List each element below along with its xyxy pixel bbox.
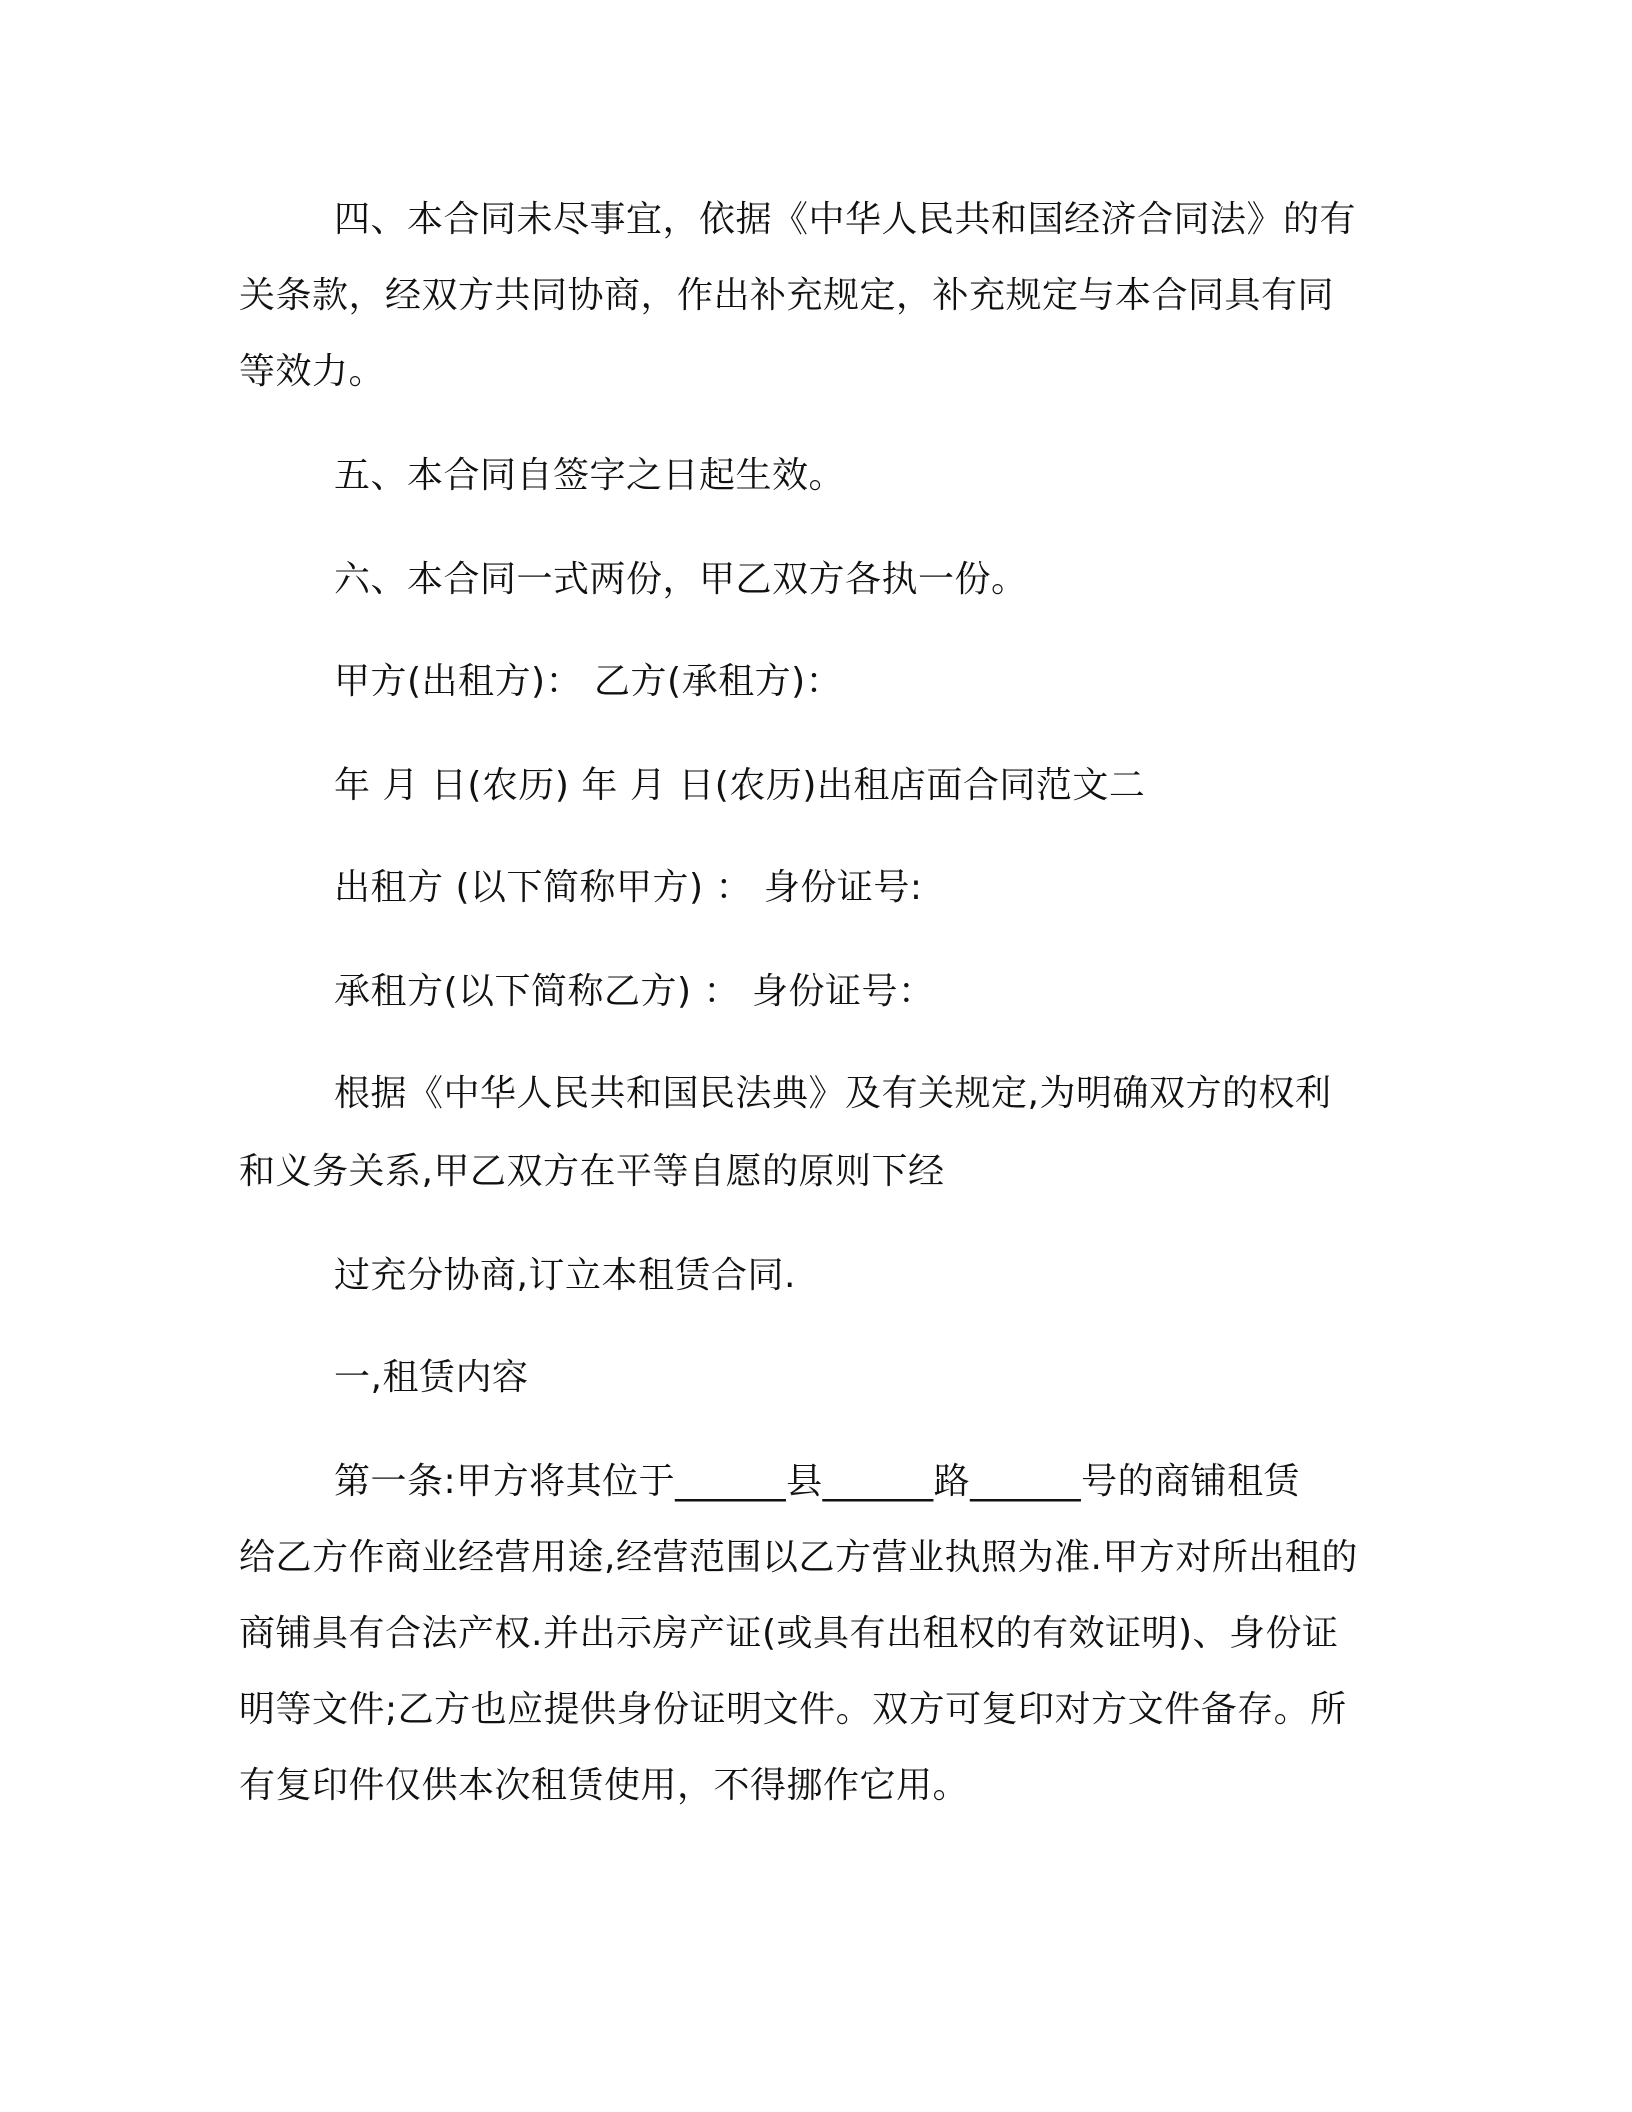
article-1-line-4: 明等文件;乙方也应提供身份证明文件。双方可复印对方文件备存。所 [239, 1689, 1347, 1730]
article-1-line-5: 有复印件仅供本次租赁使用，不得挪作它用。 [239, 1765, 970, 1806]
clause-4-line-2: 关条款，经双方共同协商，作出补充规定，补充规定与本合同具有同 [239, 275, 1335, 316]
preamble-line-1: 根据《中华人民共和国民法典》及有关规定,为明确双方的权利 [334, 1073, 1332, 1114]
section-1-heading: 一,租赁内容 [334, 1357, 529, 1398]
clause-6: 六、本合同一式两份，甲乙双方各执一份。 [334, 559, 1028, 600]
signature-parties: 甲方(出租方)： 乙方(承租方)： [334, 661, 843, 702]
clause-5: 五、本合同自签字之日起生效。 [334, 455, 846, 496]
lessee-info: 承租方(以下简称乙方) ： 身份证号： [334, 971, 935, 1012]
signature-dates: 年 月 日(农历) 年 月 日(农历)出租店面合同范文二 [334, 765, 1146, 806]
preamble-continuation: 过充分协商,订立本租赁合同. [334, 1255, 796, 1296]
lessor-info: 出租方 (以下简称甲方) ： 身份证号: [334, 867, 923, 908]
preamble-line-2: 和义务关系,甲乙双方在平等自愿的原则下经 [239, 1151, 945, 1192]
article-1-line-1: 第一条:甲方将其位于______县______路______号的商铺租赁 [334, 1461, 1301, 1502]
article-1-line-2: 给乙方作商业经营用途,经营范围以乙方营业执照为准.甲方对所出租的 [239, 1537, 1358, 1578]
clause-4-line-3: 等效力。 [239, 351, 386, 392]
article-1-line-3: 商铺具有合法产权.并出示房产证(或具有出租权的有效证明)、身份证 [239, 1613, 1339, 1654]
clause-4-line-1: 四、本合同未尽事宜，依据《中华人民共和国经济合同法》的有 [334, 199, 1357, 240]
